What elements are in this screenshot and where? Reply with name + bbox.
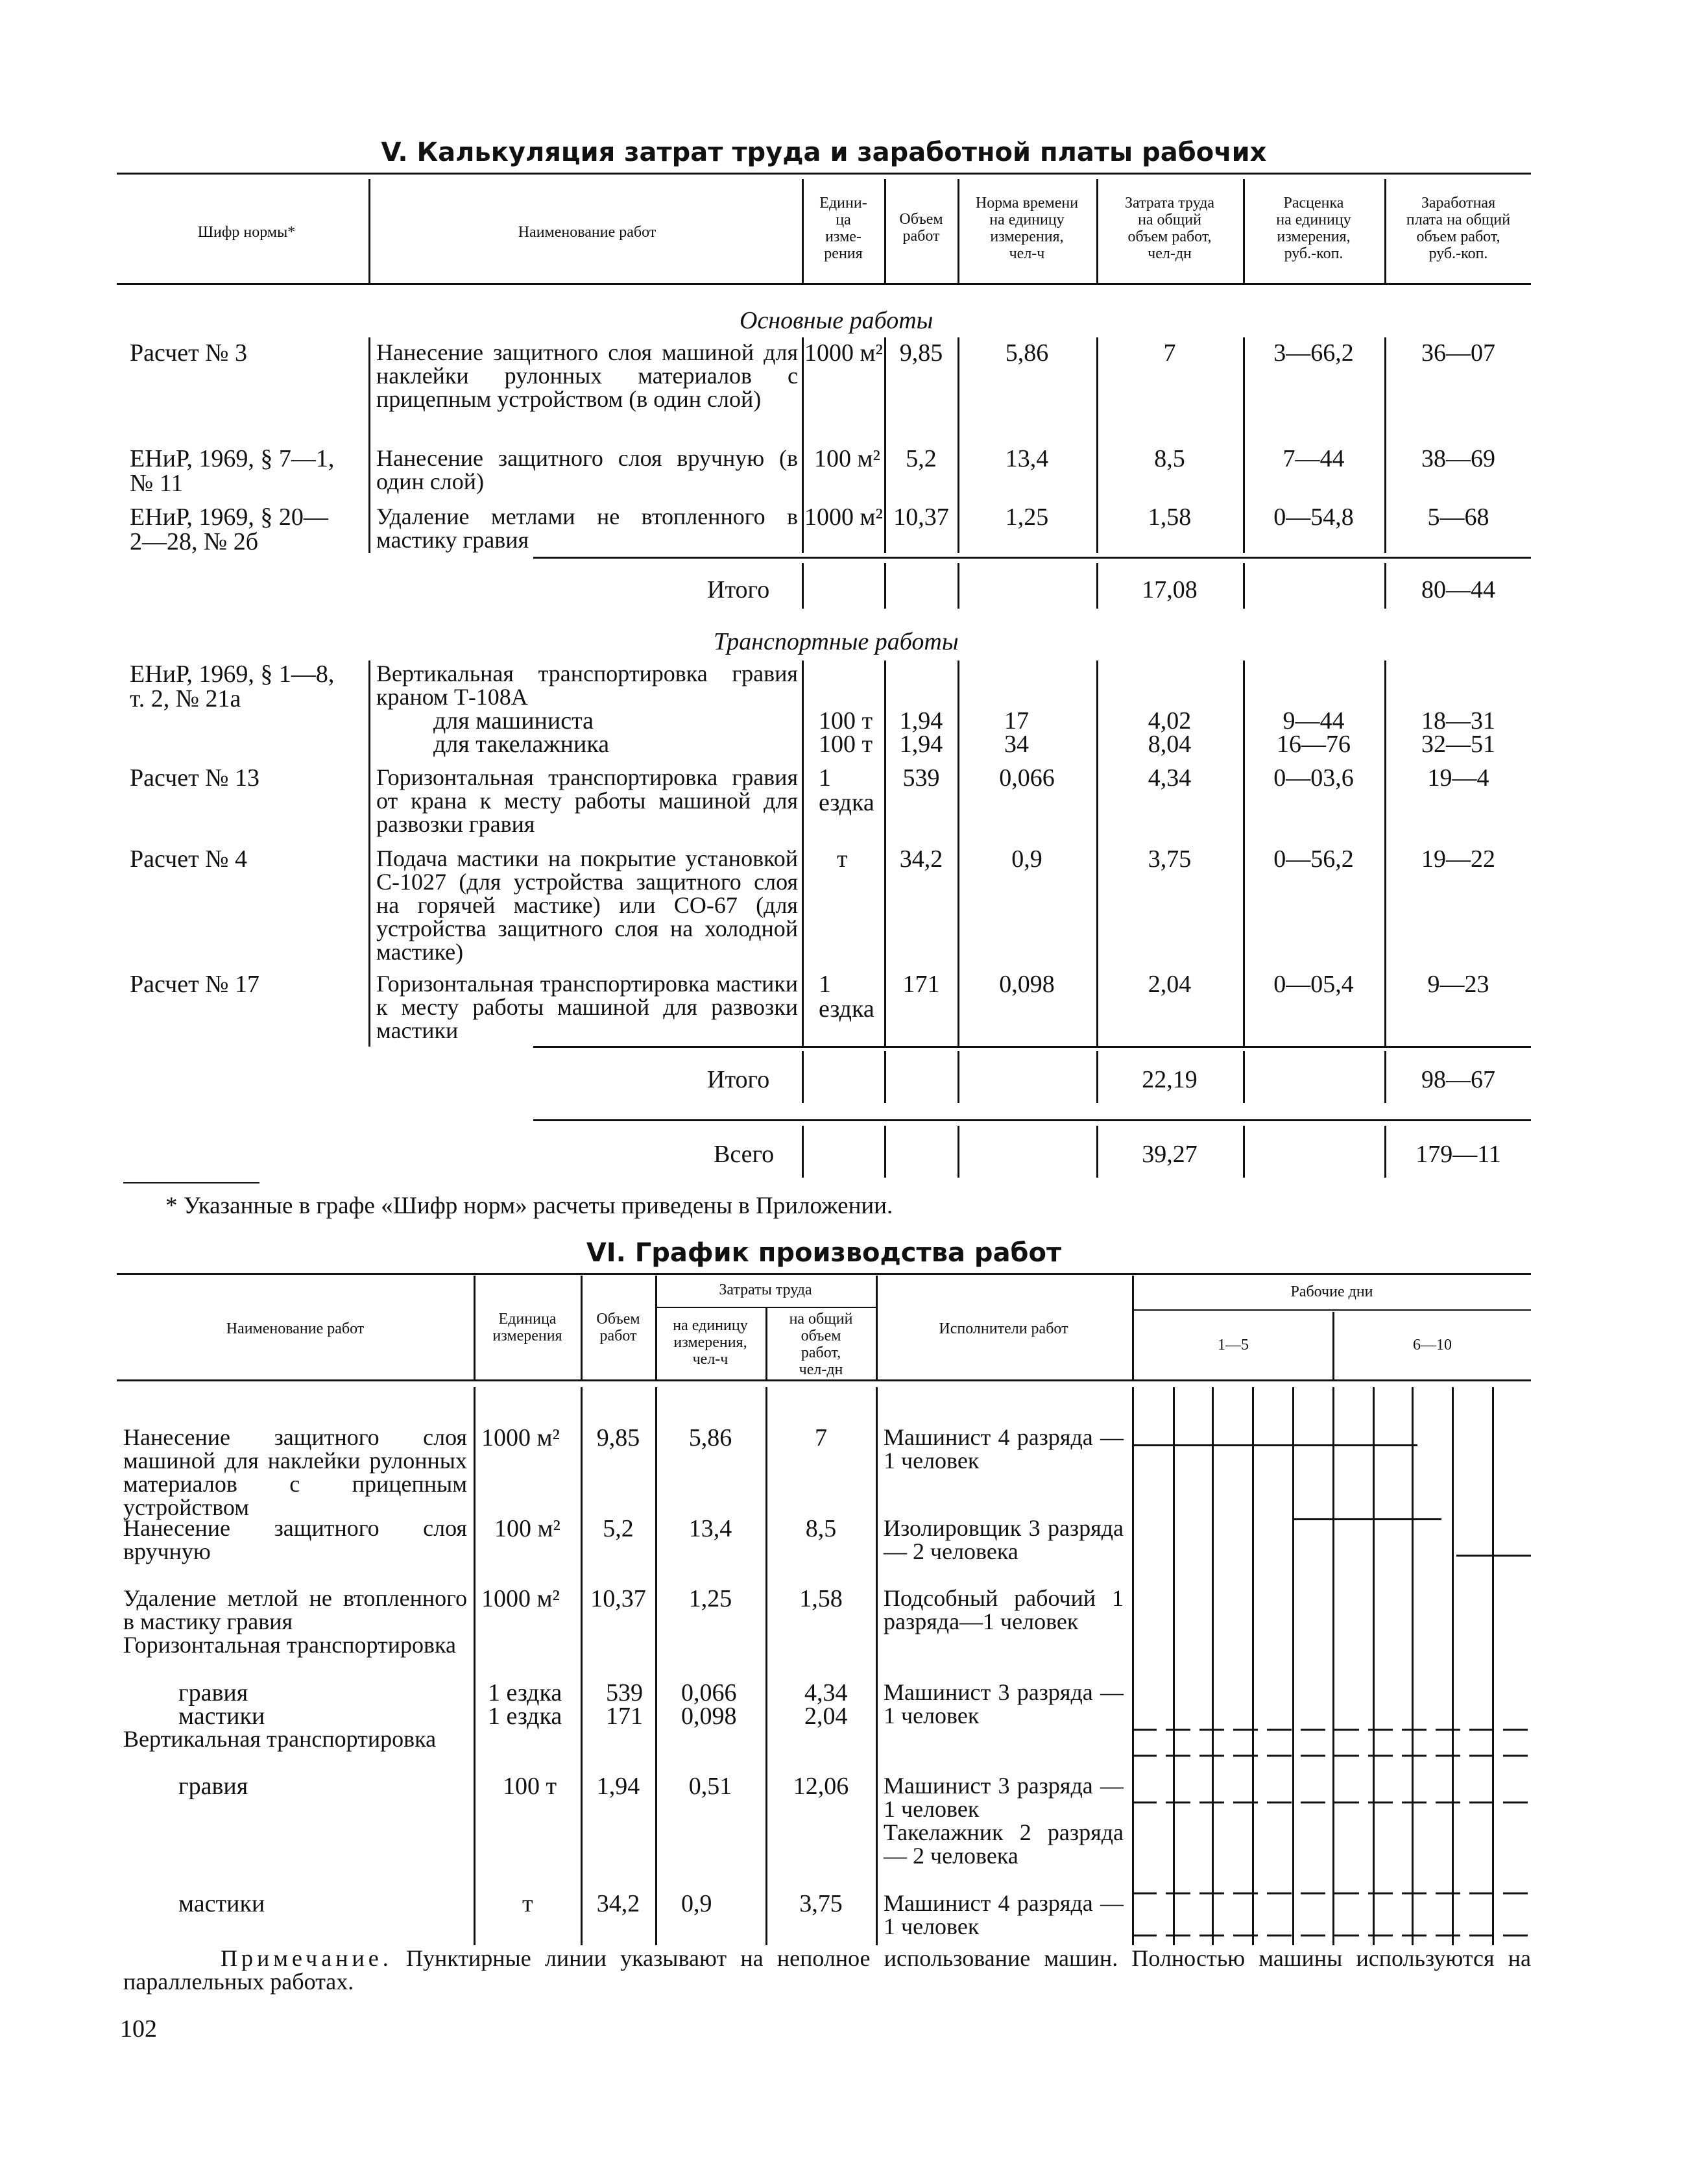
s6-row1-per: 5,86 [688,1424,732,1451]
row2-code: ЕНиР, 1969, § 7—1, № 11 [130,445,335,497]
body-sep [1096,337,1098,553]
table5-header-rule [117,283,1531,285]
s6-row5-name: Вертикальная транспортировка [123,1726,437,1752]
row5-norm: 0,066 [999,764,1055,792]
total-sep [802,563,804,609]
body-sep [474,1387,476,1945]
total-sep [1243,1051,1245,1103]
row7-rate: 0—05,4 [1273,971,1354,998]
total-sep [884,563,886,609]
section6-title: VI. График производства работ [586,1238,1062,1268]
table6-header-rule [117,1379,1531,1381]
row1-unit: 1000 м² [804,339,883,367]
row4-wage1: 18—31 [1421,707,1495,734]
row4-volume1: 1,94 [899,707,943,734]
row6-volume: 34,2 [899,845,943,873]
note-text: Пунктирные линии указывают на неполное использование машин. Полностью машины используются на параллельных работах. [123,1945,1531,1995]
total2-labor: 22,19 [1142,1066,1198,1093]
s6-row5-workers: Машинист 3 разряда — 1 человек [884,1773,1124,1822]
s6-row6-total: 3,75 [799,1890,843,1917]
s6-row5-workers2: Такелажник 2 разряда — 2 человека [884,1819,1124,1869]
body-sep [1384,337,1386,553]
s6-row6-name: мастики [178,1890,265,1917]
footnote-rule [123,1182,259,1183]
row1-norm: 5,86 [1005,339,1049,367]
hdr6-d2: 6—10 [1413,1337,1452,1353]
grand-rule [533,1119,1531,1121]
row7-wage: 9—23 [1427,971,1489,998]
group-main-works: Основные работы [740,307,933,334]
row7-volume: 171 [902,971,940,998]
row4-unit2: 100 т [819,731,873,758]
s6-row3-name: Удаление метлой не втопленного в мастику гравия [123,1585,467,1634]
row4-rate1: 9—44 [1283,707,1345,734]
row7-code: Расчет № 17 [130,971,259,998]
s6-row4-name: Горизонтальная транспортировка [123,1632,456,1658]
row5-volume: 539 [902,764,940,792]
body-sep [1096,661,1098,1047]
s6-row3-unit: 1000 м² [481,1585,560,1612]
s6-row3-per: 1,25 [688,1585,732,1612]
row4-labor1: 4,02 [1148,707,1192,734]
total-sep [802,1126,804,1178]
row2-unit: 100 м² [814,445,880,472]
total-sep [1243,1126,1245,1178]
body-sep [876,1387,878,1945]
group-transport-works: Транспортные работы [714,628,959,655]
hdr6-per-unit: на единицу измерения, чел-ч [673,1317,748,1368]
row4-name: Вертикальная транспортировка гравия краном Т-108А [376,661,798,710]
total1-rule [533,557,1531,559]
row3-rate: 0—54,8 [1273,504,1354,531]
section5-title: V. Калькуляция затрат труда и заработной платы рабочих [381,138,1267,167]
s6-row4-total1: 4,34 [804,1679,848,1706]
row2-volume: 5,2 [906,445,937,472]
row3-code: ЕНиР, 1969, § 20— 2—28, № 2б [130,504,328,555]
body-sep [802,661,804,1047]
row2-norm: 13,4 [1005,445,1049,472]
total1-wage: 80—44 [1421,576,1495,603]
row6-rate: 0—56,2 [1273,845,1354,873]
body-sep [655,1387,657,1945]
s6-row5-volume: 1,94 [596,1773,640,1800]
row6-name: Подача мастики на покрытие установкой С-1027 (для устройства защитного слоя на горячей мастике) или СО-67 (для устройства защитного слоя на холодной мастике) [376,845,798,965]
row4-unit1: 100 т [819,707,873,734]
row2-name: Нанесение защитного слоя вручную (в один слой) [376,445,798,494]
row7-labor: 2,04 [1148,971,1192,998]
row4-sub1: для машиниста [433,707,594,734]
row1-volume: 9,85 [899,339,943,367]
row6-code: Расчет № 4 [130,845,247,873]
row3-name: Удаление метлами не втопленного в мастику гравия [376,504,798,553]
hdr6-d1: 1—5 [1218,1337,1249,1353]
s6-row3-total: 1,58 [799,1585,843,1612]
s6-row6-workers: Машинист 4 разряда — 1 человек [884,1890,1124,1939]
hdr-wage: Заработная плата на общий объем работ, руб.-коп. [1406,195,1511,262]
row4-norm1: 17 [1004,707,1029,734]
total-sep [1096,1051,1098,1103]
total1-label: Итого [707,576,770,603]
hdr6-volume: Объем работ [596,1311,640,1344]
body-sep [581,1387,583,1945]
row1-labor: 7 [1163,339,1176,367]
s6-row4-total2: 2,04 [804,1703,848,1730]
s6-row2-name: Нанесение защитного слоя вручную [123,1515,467,1564]
table5-top-rule [117,173,1531,175]
body-sep [765,1387,767,1945]
row5-code: Расчет № 13 [130,764,259,792]
row3-norm: 1,25 [1005,504,1049,531]
total2-rule [533,1046,1531,1048]
s6-row5-total: 12,06 [793,1773,849,1800]
row4-norm2: 34 [1004,731,1029,758]
hdr6-total: на общий объем работ, чел-дн [789,1311,853,1378]
hdr-volume: Объем работ [899,211,943,245]
body-sep [802,337,804,553]
total-sep [957,1126,959,1178]
s6-row5-per: 0,51 [688,1773,732,1800]
body-sep [957,661,959,1047]
row5-unit: 1 ездка [819,764,874,816]
s6-row4-per2: 0,098 [681,1703,737,1730]
note-label: Примечание. [221,1945,392,1971]
total-sep [957,1051,959,1103]
grand-wage: 179—11 [1415,1141,1501,1168]
s6-row4-volume2: 171 [606,1703,643,1730]
total-sep [1384,1126,1386,1178]
hdr-subrule [1132,1309,1531,1311]
total-sep [957,563,959,609]
row2-labor: 8,5 [1154,445,1185,472]
s6-row1-total: 7 [815,1424,827,1451]
hdr6-unit: Единица измерения [492,1311,562,1344]
table6-top-rule [117,1273,1531,1275]
body-sep [1243,661,1245,1047]
body-sep [368,661,370,1047]
hdr6-workers: Исполнители работ [939,1320,1068,1337]
s6-row6-per: 0,9 [681,1890,712,1917]
row4-sub2: для такелажника [433,731,610,758]
s6-row4-per1: 0,066 [681,1679,737,1706]
s6-row2-per: 13,4 [688,1515,732,1542]
total-sep [1384,1051,1386,1103]
s6-row6-unit: т [522,1890,533,1917]
grand-label: Всего [714,1141,775,1168]
row4-code: ЕНиР, 1969, § 1—8, т. 2, № 21а [130,661,335,712]
hdr-name: Наименование работ [518,224,656,241]
row2-wage: 38—69 [1421,445,1495,472]
total-sep [1096,1126,1098,1178]
s6-row2-workers: Изолировщик 3 разряда — 2 человека [884,1515,1124,1564]
hdr-sep [802,179,804,283]
body-sep [957,337,959,553]
page-number: 102 [120,2015,157,2043]
total-sep [802,1051,804,1103]
body-sep [1384,661,1386,1047]
row4-rate2: 16—76 [1277,731,1351,758]
row7-norm: 0,098 [999,971,1055,998]
row6-wage: 19—22 [1421,845,1495,873]
body-sep [884,661,886,1047]
row6-norm: 0,9 [1011,845,1042,873]
row3-volume: 10,37 [893,504,949,531]
gantt-dashed-lines [1132,1387,1531,1945]
hdr-norm: Норма времени на единицу измерения, чел-ч [975,195,1079,262]
hdr6-name: Наименование работ [226,1320,365,1337]
row1-wage: 36—07 [1421,339,1495,367]
row4-volume2: 1,94 [899,731,943,758]
row6-labor: 3,75 [1148,845,1192,873]
row4-labor2: 8,04 [1148,731,1192,758]
row5-labor: 4,34 [1148,764,1192,792]
s6-row3-volume: 10,37 [590,1585,646,1612]
row3-unit: 1000 м² [804,504,883,531]
grand-labor: 39,27 [1142,1141,1198,1168]
row5-rate: 0—03,6 [1273,764,1354,792]
total-sep [1243,563,1245,609]
s6-row1-volume: 9,85 [596,1424,640,1451]
row5-name: Горизонтальная транспортировка гравия от крана к месту работы машиной для развозки гравия [376,764,798,837]
body-sep [884,337,886,553]
hdr6-labor-group: Затраты труда [719,1281,812,1298]
row7-name: Горизонтальная транспортировка мастики к месту работы машиной для развозки мастики [376,971,798,1043]
s6-row4-sub2: мастики [178,1703,265,1730]
row2-rate: 7—44 [1283,445,1345,472]
s6-row4-unit1: 1 ездка [488,1679,562,1706]
s6-row4-sub1: гравия [178,1679,248,1706]
s6-row5-unit: 100 т [503,1773,557,1800]
hdr-code: Шифр нормы* [197,224,296,241]
total-sep [1384,563,1386,609]
s6-row4-unit2: 1 ездка [488,1703,562,1730]
hdr-subrule [655,1307,876,1308]
hdr6-days: Рабочие дни [1290,1283,1373,1300]
row6-unit: т [837,845,848,873]
s6-row2-unit: 100 м² [494,1515,560,1542]
footnote: * Указанные в графе «Шифр норм» расчеты приведены в Приложении. [165,1193,893,1219]
row3-wage: 5—68 [1427,504,1489,531]
s6-row1-unit: 1000 м² [481,1424,560,1451]
row3-labor: 1,58 [1148,504,1192,531]
s6-row3-workers: Подсобный рабочий 1 разряда—1 человек [884,1585,1124,1634]
row1-rate: 3—66,2 [1273,339,1354,367]
row1-code: Расчет № 3 [130,339,247,367]
s6-row5-sub: гравия [178,1773,248,1800]
s6-row1-workers: Машинист 4 разряда — 1 человек [884,1424,1124,1474]
total-sep [1096,563,1098,609]
hdr-rate: Расценка на единицу измерения, руб.-коп. [1276,195,1351,262]
total2-wage: 98—67 [1421,1066,1495,1093]
s6-row4-volume1: 539 [606,1679,643,1706]
body-sep [1243,337,1245,553]
total-sep [884,1126,886,1178]
note [123,1947,1531,1993]
s6-row6-volume: 34,2 [596,1890,640,1917]
s6-row2-total: 8,5 [805,1515,837,1542]
body-sep [368,337,370,553]
total2-label: Итого [707,1066,770,1093]
total1-labor: 17,08 [1142,576,1198,603]
s6-row1-name: Нанесение защитного слоя машиной для наклейки рулонных материалов с прицепным устройством [123,1424,467,1520]
s6-row4-workers: Машинист 3 разряда — 1 человек [884,1679,1124,1729]
s6-row2-volume: 5,2 [603,1515,634,1542]
hdr-labor: Затрата труда на общий объем работ, чел-дн [1124,195,1215,262]
row5-wage: 19—4 [1427,764,1489,792]
total-sep [884,1051,886,1103]
row4-wage2: 32—51 [1421,731,1495,758]
hdr-sep [368,179,370,283]
row7-unit: 1 ездка [819,971,874,1023]
row1-name: Нанесение защитного слоя машиной для наклейки рулонных материалов с прицепным устройством (в один слой) [376,339,798,412]
hdr-unit: Едини- ца изме- рения [819,195,867,262]
